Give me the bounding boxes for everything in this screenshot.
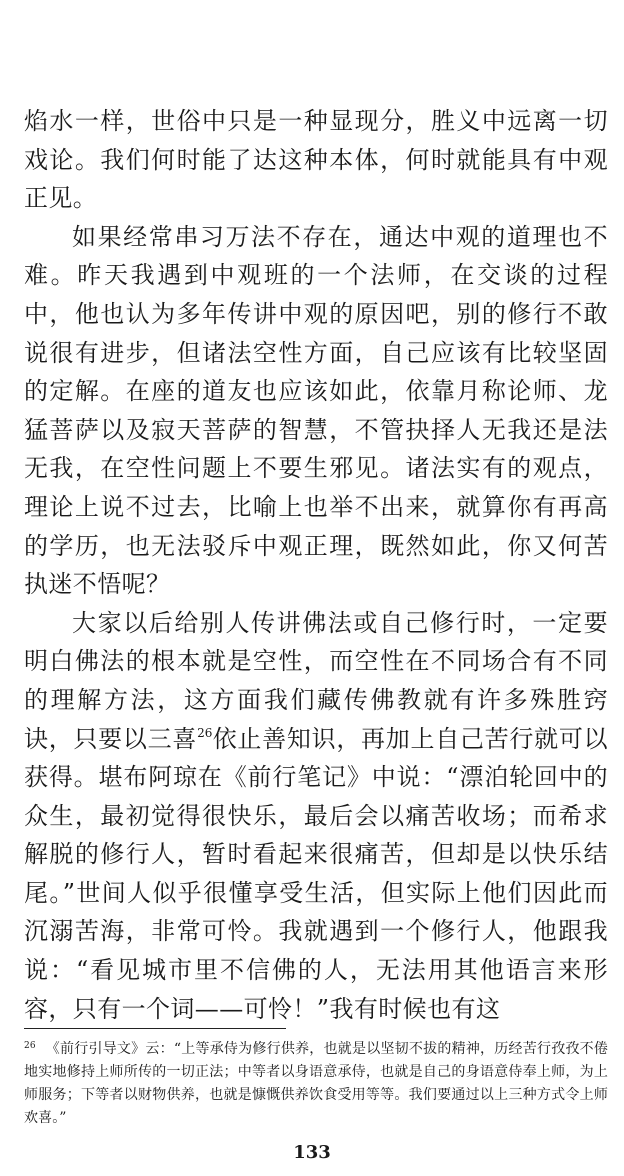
footnote-text: 《前行引导文》云：“上等承侍为修行供养，也就是以坚韧不拔的精神，历经苦行孜孜不倦地实地修持上师所传的一切正法；中等者以身语意承侍，也就是自己的身语意侍奉上师，为上师服务；下等者以财物供养，也就是慷慨供养饮食受用等等。我们要通过以上三种方式令上师欢喜。” [24,1041,608,1126]
paragraph [24,604,608,1029]
body-text [24,102,608,1028]
paragraph [24,218,608,604]
footnote-marker: 26 [24,1041,36,1051]
page-number: 133 [293,1142,331,1163]
paragraph-text: 如果经常串习万法不存在，通达中观的道理也不难。昨天我遇到中观班的一个法师，在交谈的过程中，他也认为多年传讲中观的原因吧，别的修行不敢说很有进步，但诸法空性方面，自己应该有比较坚固的定解。在座的道友也应该如此，依靠月称论师、龙猛菩萨以及寂天菩萨的智慧，不管抉择人无我还是法无我，在空性问题上不要生邪见。诸法实有的观点，理论上说不过去，比喻上也举不出来，就算你有再高的学历，也无法驳斥中观正理，既然如此，你又何苦执迷不悟呢？ [24,222,608,599]
paragraph-text: 依止善知识，再加上自己苦行就可以获得。堪布阿琼在《前行笔记》中说：“漂泊轮回中的众生，最初觉得很快乐，最后会以痛苦收场；而希求解脱的修行人，暂时看起来很痛苦，但却是以快乐结尾。”世间人似乎很懂享受生活，但实际上他们因此而沉溺苦海，非常可怜。我就遇到一个修行人，他跟我说：“看见城市里不信佛的人，无法用其他语言来形容，只有一个词——可怜！”我有时候也有这 [24,724,608,1023]
footnote-reference: 26 [197,725,213,740]
paragraph-text: 焰水一样，世俗中只是一种显现分，胜义中远离一切戏论。我们何时能了达这种本体，何时就能具有中观正见。 [24,107,608,213]
footnote-divider [24,1028,286,1029]
paragraph-text: 大家以后给别人传讲佛法或自己修行时，一定要明白佛法的根本就是空性，而空性在不同场合有不同的理解方法，这方面我们藏传佛教就有许多殊胜窍诀，只要以三喜 [24,608,608,753]
paragraph [24,102,608,218]
footnote [24,1038,608,1130]
